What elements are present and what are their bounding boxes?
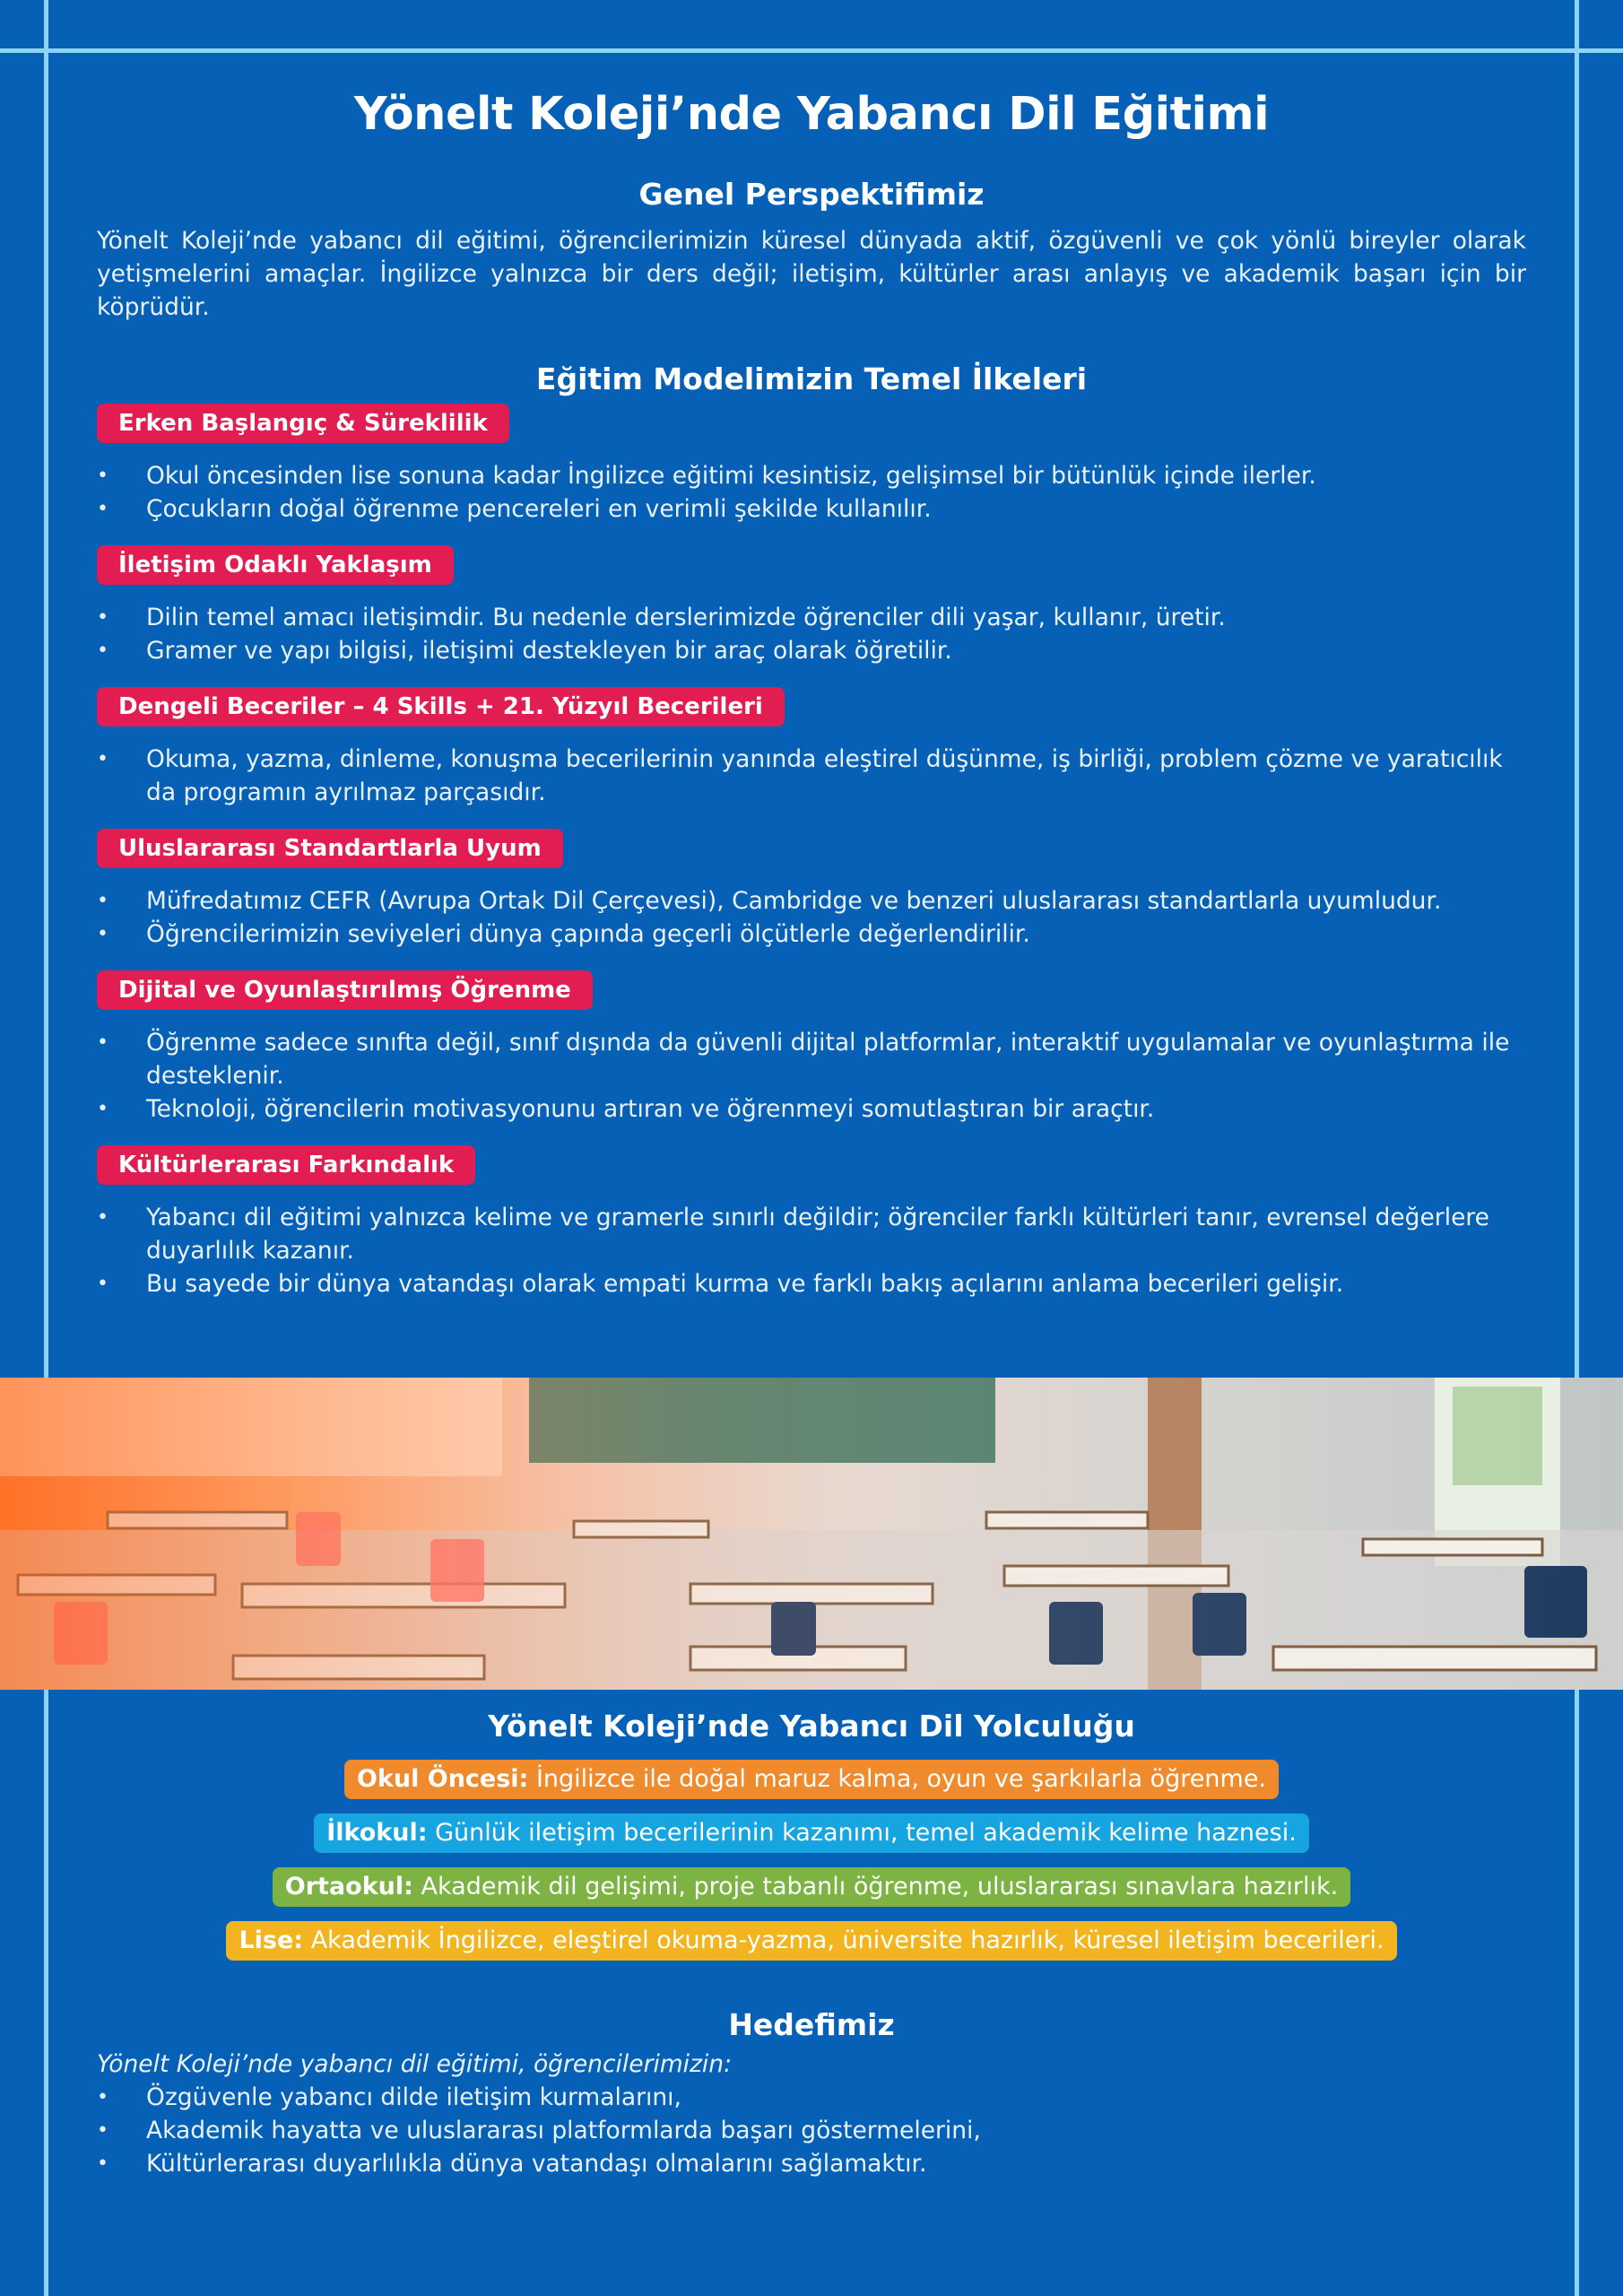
principle-early-start: [97, 404, 1526, 526]
goal-bullet: • Kültürlerarası duyarlılıkla dünya vatandaşı olmalarını sağlamaktır.: [97, 2147, 1526, 2180]
stage-list: [97, 1760, 1526, 1961]
stage-text: Akademik dil gelişimi, proje tabanlı öğrenme, uluslararası sınavlara hazırlık.: [421, 1873, 1339, 1900]
stage-middle: [273, 1867, 1351, 1907]
frame-line-top: [0, 48, 1623, 53]
principle-bullet: • Yabancı dil eğitimi yalnızca kelime ve gramerle sınırlı değildir; öğrenciler farklı kültürleri tanır, evrensel değerlere duyarlılık kazanır.: [97, 1201, 1526, 1267]
classroom-photo: [0, 1378, 1623, 1690]
frame-line-right: [1575, 0, 1579, 2296]
principle-bullet: • Öğrencilerimizin seviyeleri dünya çapında geçerli ölçütlerle değerlendirilir.: [97, 918, 1526, 951]
journey-heading: Yönelt Koleji’nde Yabancı Dil Yolculuğu: [488, 1709, 1135, 1744]
stage-name: İlkokul:: [326, 1819, 428, 1847]
top-content: [97, 88, 1526, 1320]
stage-preschool: [344, 1760, 1279, 1799]
stage-high: [226, 1921, 1396, 1961]
principles-heading: Eğitim Modelimizin Temel İlkeleri: [535, 361, 1088, 396]
principle-bullet: • Müfredatımız CEFR (Avrupa Ortak Dil Çerçevesi), Cambridge ve benzeri uluslararası standartlarla uyumludur.: [97, 884, 1526, 918]
principle-bullet: • Çocukların doğal öğrenme pencereleri en verimli şekilde kullanılır.: [97, 492, 1526, 526]
principle-bullet: • Bu sayede bir dünya vatandaşı olarak empati kurma ve farklı bakış açılarını anlama becerileri gelişir.: [97, 1267, 1526, 1300]
principle-bullet: • Dilin temel amacı iletişimdir. Bu nedenle derslerimizde öğrenciler dili yaşar, kullanır, üretir.: [97, 601, 1526, 634]
stage-name: Lise:: [239, 1926, 304, 1954]
principle-digital-learning: [97, 970, 1526, 1126]
stage-text: Akademik İngilizce, eleştirel okuma-yazma, üniversite hazırlık, küresel iletişim becerileri.: [310, 1926, 1384, 1954]
stage-primary: [314, 1813, 1309, 1853]
goal-heading: Hedefimiz: [728, 2007, 895, 2042]
principle-bullet: • Okuma, yazma, dinleme, konuşma becerilerinin yanında eleştirel düşünme, iş birliği, problem çözme ve yaratıcılık da programın ayrılmaz parçasıdır.: [97, 743, 1526, 809]
perspective-heading: Genel Perspektifimiz: [638, 177, 985, 212]
goal-intro: Yönelt Koleji’nde yabancı dil eğitimi, öğrencilerimizin:: [97, 2050, 732, 2078]
principles-list: [97, 404, 1526, 1300]
stage-text: Günlük iletişim becerilerinin kazanımı, temel akademik kelime haznesi.: [435, 1819, 1297, 1847]
principle-international-standards: [97, 829, 1526, 951]
principle-label: İletişim Odaklı Yaklaşım: [97, 545, 454, 585]
classroom-illustration: [0, 1378, 1623, 1690]
frame-line-left: [44, 0, 48, 2296]
principle-bullet: • Öğrenme sadece sınıfta değil, sınıf dışında da güvenli dijital platformlar, interaktif uygulamalar ve oyunlaştırma ile desteklenir.: [97, 1026, 1526, 1092]
stage-name: Ortaokul:: [284, 1873, 413, 1900]
principle-label: Dijital ve Oyunlaştırılmış Öğrenme: [97, 970, 593, 1010]
perspective-text: Yönelt Koleji’nde yabancı dil eğitimi, öğrencilerimizin küresel dünyada aktif, özgüvenli ve çok yönlü bireyler olarak yetişmelerini amaçlar. İngilizce yalnızca bir ders değil; iletişim, kültürler arası anlayış ve akademik başarı için bir köprüdür.: [97, 227, 1526, 321]
principle-communication: [97, 545, 1526, 667]
goal-bullet: • Akademik hayatta ve uluslararası platformlarda başarı göstermelerini,: [97, 2114, 1526, 2147]
principle-bullet: • Teknoloji, öğrencilerin motivasyonunu artıran ve öğrenmeyi somutlaştıran bir araçtır.: [97, 1092, 1526, 1126]
principle-label: Dengeli Beceriler – 4 Skills + 21. Yüzyıl Becerileri: [97, 687, 785, 726]
principle-label: Uluslararası Standartlarla Uyum: [97, 829, 563, 868]
stage-name: Okul Öncesi:: [356, 1765, 529, 1793]
principle-intercultural: [97, 1145, 1526, 1300]
goal-list: [97, 2081, 1526, 2180]
bottom-content: [97, 1709, 1526, 2180]
goal-bullet: • Özgüvenle yabancı dilde iletişim kurmalarını,: [97, 2081, 1526, 2114]
warm-overlay: [0, 1378, 1623, 1690]
stage-text: İngilizce ile doğal maruz kalma, oyun ve şarkılarla öğrenme.: [535, 1765, 1267, 1793]
principle-balanced-skills: [97, 687, 1526, 809]
principle-bullet: • Okul öncesinden lise sonuna kadar İngilizce eğitimi kesintisiz, gelişimsel bir bütünlük içinde ilerler.: [97, 459, 1526, 492]
principle-bullet: • Gramer ve yapı bilgisi, iletişimi destekleyen bir araç olarak öğretilir.: [97, 634, 1526, 667]
page-title: Yönelt Koleji’nde Yabancı Dil Eğitimi: [353, 88, 1270, 141]
principle-label: Erken Başlangıç & Süreklilik: [97, 404, 509, 443]
principle-label: Kültürlerarası Farkındalık: [97, 1145, 475, 1185]
